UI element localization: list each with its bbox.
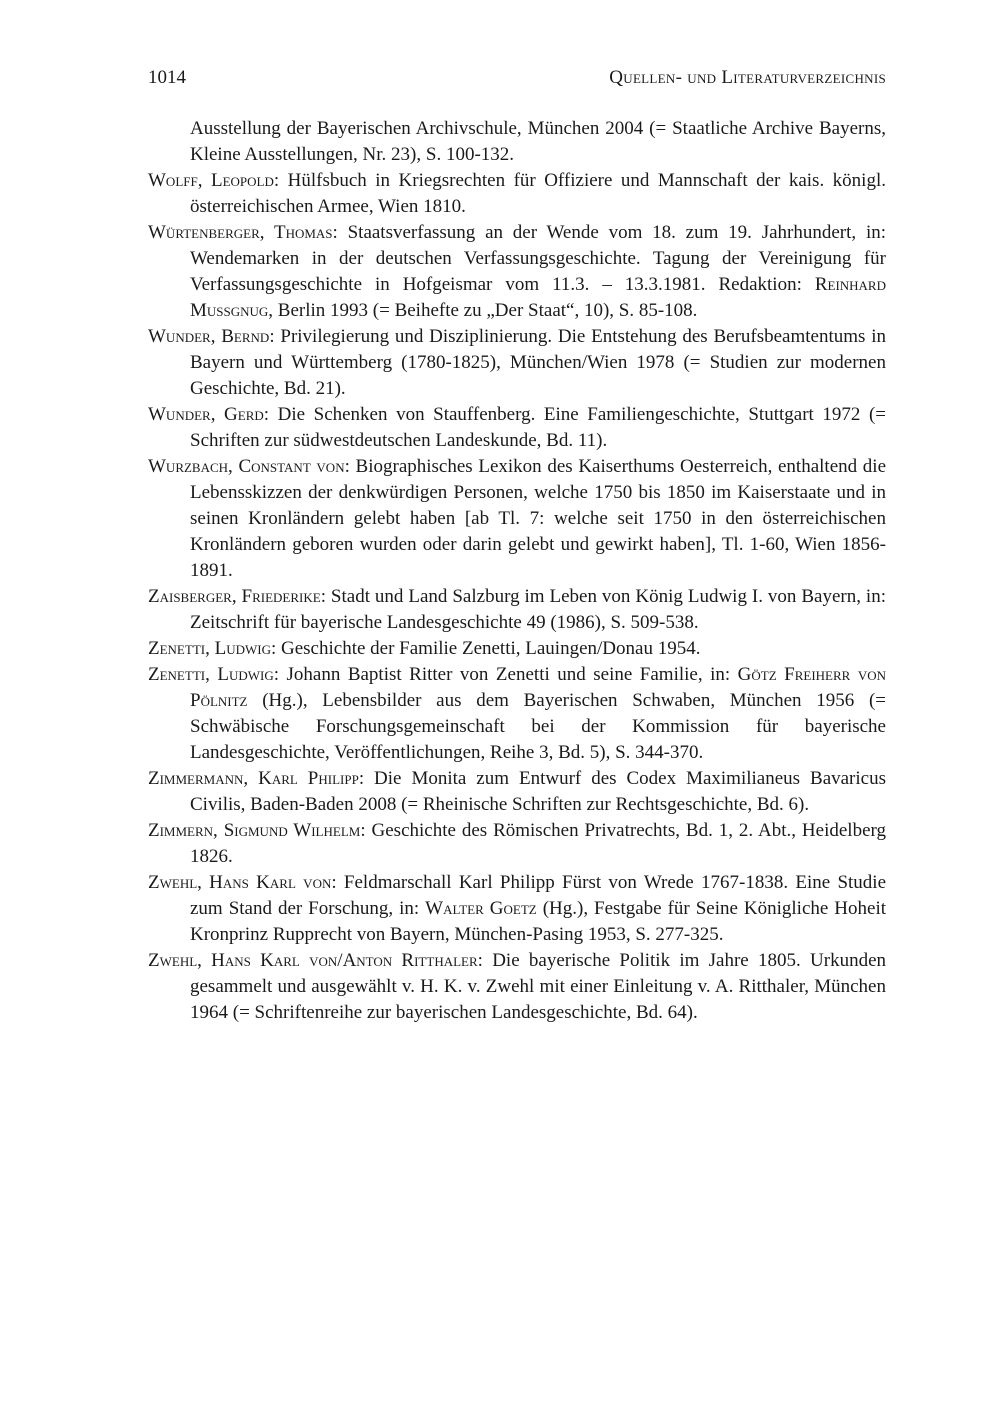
entry-text: : Staatsverfassung an der Wende vom 18. zum 19. Jahrhundert, in: Wendemarken in der deutschen Verfassungsgeschichte. Tagung der Vereinigung für Verfassungsgeschichte in Hofgeismar vom 11.3. – 13.3.1981. Redaktion:: [190, 222, 887, 295]
entry-text-after: (Hg.), Lebensbilder aus dem Bayerischen Schwaben, München 1956 (= Schwäbische Forschungsgemeinschaft bei der Kommission für bayerische Landesgeschichte, Veröffentlichungen, Reihe 3, Bd. 5), S. 344-370.: [190, 690, 886, 763]
bibliography-entry: [148, 454, 886, 584]
entry-author: Würtenberger, Thomas: [148, 222, 333, 243]
bibliography-entry: [148, 220, 886, 324]
entry-author: Zimmermann, Karl Philipp: [148, 768, 359, 789]
entry-text: : Feldmarschall Karl Philipp Fürst von Wrede 1767-1838. Eine Studie zum Stand der Forschung, in:: [190, 872, 886, 919]
bibliography-entry: [148, 766, 886, 818]
bibliography-entry: [148, 636, 886, 662]
section-title: Quellen- und Literaturverzeichnis: [609, 67, 886, 88]
bibliography-entry: [148, 948, 886, 1026]
entry-author: Wolff, Leopold: [148, 170, 274, 191]
entry-author: Zwehl, Hans Karl von: [148, 872, 332, 893]
bibliography-entry: [148, 870, 886, 948]
entry-editor: Götz Freiherr von Pölnitz: [190, 664, 886, 711]
entry-editor: Walter Goetz: [425, 898, 537, 919]
entry-text: : Stadt und Land Salzburg im Leben von König Ludwig I. von Bayern, in: Zeitschrift für bayerische Landesgeschichte 49 (1986), S. 509-538.: [190, 586, 886, 633]
entry-author: Zimmern, Sigmund Wilhelm: [148, 820, 361, 841]
entry-author: Wunder, Bernd: [148, 326, 270, 347]
entry-text: : Hülfsbuch in Kriegsrechten für Offiziere und Mannschaft der kais. königl. österreichischen Armee, Wien 1810.: [190, 170, 886, 217]
entry-text: Ausstellung der Bayerischen Archivschule, München 2004 (= Staatliche Archive Bayerns, Kleine Ausstellungen, Nr. 23), S. 100-132.: [190, 118, 886, 165]
entry-text-after: (Hg.), Festgabe für Seine Königliche Hoheit Kronprinz Rupprecht von Bayern, München-Pasing 1953, S. 277-325.: [190, 898, 887, 945]
bibliography-entry: [148, 324, 886, 402]
bibliography-entry: [148, 818, 886, 870]
entry-text: : Biographisches Lexikon des Kaiserthums Oesterreich, enthaltend die Lebensskizzen der denkwürdigen Personen, welche 1750 bis 1850 im Kaiserstaate und in seinen Kronländern gelebt haben [ab Tl. 7: welche seit 1750 in den österreichischen Kronländern geboren wurden oder darin gelebt und gewirkt haben], Tl. 1-60, Wien 1856-1891.: [190, 456, 887, 581]
entry-text: : Geschichte des Römischen Privatrechts, Bd. 1, 2. Abt., Heidelberg 1826.: [190, 820, 886, 867]
entry-text: : Die Monita zum Entwurf des Codex Maximilianeus Bavaricus Civilis, Baden-Baden 2008 (= Rheinische Schriften zur Rechtsgeschichte, Bd. 6).: [190, 768, 886, 815]
entry-text: : Die Schenken von Stauffenberg. Eine Familiengeschichte, Stuttgart 1972 (= Schriften zur südwestdeutschen Landeskunde, Bd. 11).: [190, 404, 886, 451]
entry-author: Zaisberger, Friederike: [148, 586, 321, 607]
bibliography-list: [148, 116, 886, 1026]
entry-editor: Reinhard Mussgnug: [190, 274, 886, 321]
entry-author: Zwehl, Hans Karl von/Anton Ritthaler: [148, 950, 478, 971]
bibliography-entry: [148, 168, 886, 220]
entry-text: : Johann Baptist Ritter von Zenetti und seine Familie, in:: [273, 664, 738, 685]
entry-author: Zenetti, Ludwig: [148, 664, 274, 685]
running-head: [148, 64, 886, 92]
page-number: 1014: [148, 67, 186, 88]
entry-text: : Die bayerische Politik im Jahre 1805. Urkunden gesammelt und ausgewählt v. H. K. v. Zwehl mit einer Einleitung v. A. Ritthaler, München 1964 (= Schriftenreihe zur bayerischen Landesgeschichte, Bd. 64).: [190, 950, 886, 1023]
entry-text-after: , Berlin 1993 (= Beihefte zu „Der Staat“, 10), S. 85-108.: [268, 300, 698, 321]
entry-text: : Privilegierung und Disziplinierung. Die Entstehung des Berufsbeamtentums in Bayern und Württemberg (1780-1825), München/Wien 1978 (= Studien zur modernen Geschichte, Bd. 21).: [190, 326, 886, 399]
bibliography-entry: [148, 402, 886, 454]
bibliography-entry: [148, 116, 886, 168]
entry-text: : Geschichte der Familie Zenetti, Lauingen/Donau 1954.: [270, 638, 701, 659]
bibliography-entry: [148, 662, 886, 766]
entry-author: Wunder, Gerd: [148, 404, 264, 425]
bibliography-entry: [148, 584, 886, 636]
entry-author: Wurzbach, Constant von: [148, 456, 345, 477]
entry-author: Zenetti, Ludwig: [148, 638, 271, 659]
